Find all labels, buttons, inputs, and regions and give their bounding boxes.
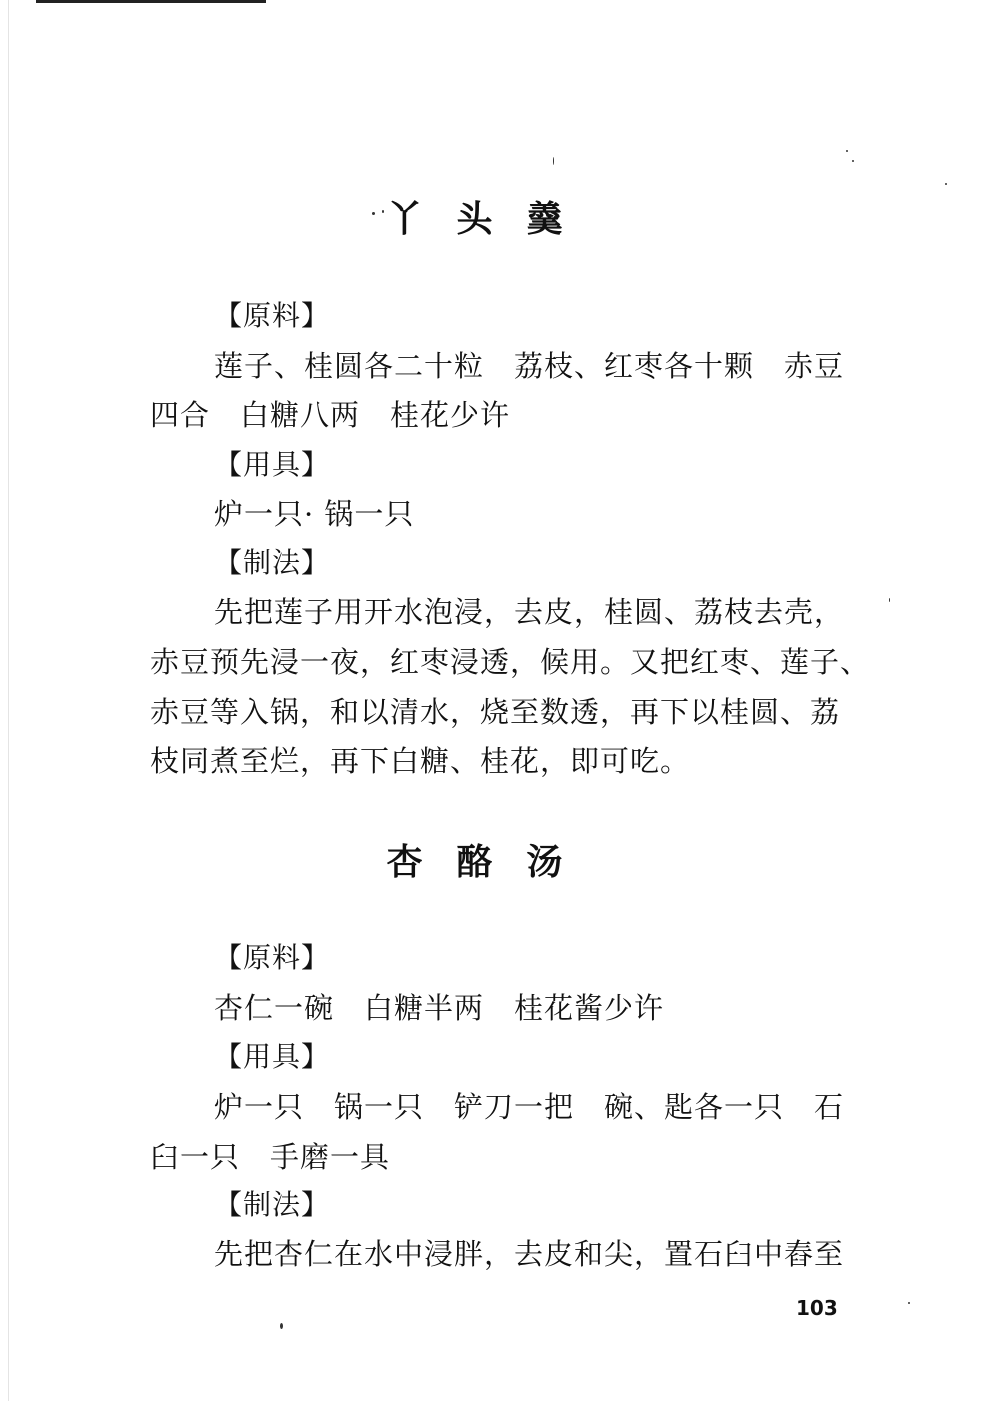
utensils-line-1: 炉一只 锅一只 铲刀一把 碗、匙各一只 石	[214, 1090, 845, 1124]
section-heading-utensils: 【用具】	[214, 448, 331, 481]
scan-speck	[372, 212, 375, 215]
utensils-line-1: 炉一只· 锅一只	[214, 497, 415, 531]
scan-speck	[852, 160, 854, 162]
section-heading-utensils: 【用具】	[214, 1040, 331, 1073]
section-heading-ingredients: 【原料】	[214, 299, 331, 332]
section-heading-ingredients: 【原料】	[214, 941, 331, 974]
scan-speck	[553, 157, 554, 165]
top-rule	[36, 0, 266, 3]
section-heading-method: 【制法】	[214, 546, 331, 579]
scan-speck	[846, 150, 848, 152]
recipe-title-yatougeng: 丫头羹	[386, 199, 597, 240]
page-number: 103	[796, 1296, 838, 1320]
scan-speck	[908, 1302, 910, 1304]
recipe-title-xingluotang: 杏酪汤	[386, 842, 597, 883]
utensils-line-2: 臼一只 手磨一具	[150, 1140, 391, 1174]
method-line-1: 先把杏仁在水中浸胖，去皮和尖，置石臼中舂至	[214, 1237, 845, 1271]
section-heading-method: 【制法】	[214, 1188, 331, 1221]
scan-speck	[280, 1323, 283, 1329]
ingredients-line-2: 四合 白糖八两 桂花少许	[150, 398, 511, 432]
method-line-1: 先把莲子用开水泡浸，去皮，桂圆、荔枝去壳，	[214, 595, 845, 629]
method-line-3: 赤豆等入锅，和以清水，烧至数透，再下以桂圆、荔	[150, 695, 841, 729]
method-line-2: 赤豆预先浸一夜，红枣浸透，候用。又把红枣、莲子、	[150, 645, 871, 679]
scan-speck	[382, 210, 384, 213]
method-line-4: 枝同煮至烂，再下白糖、桂花，即可吃。	[150, 744, 691, 778]
scan-speck	[945, 183, 947, 185]
ingredients-line-1: 莲子、桂圆各二十粒 荔枝、红枣各十颗 赤豆	[214, 349, 845, 383]
scan-speck	[889, 598, 890, 602]
ingredients-line-1: 杏仁一碗 白糖半两 桂花酱少许	[214, 991, 665, 1025]
